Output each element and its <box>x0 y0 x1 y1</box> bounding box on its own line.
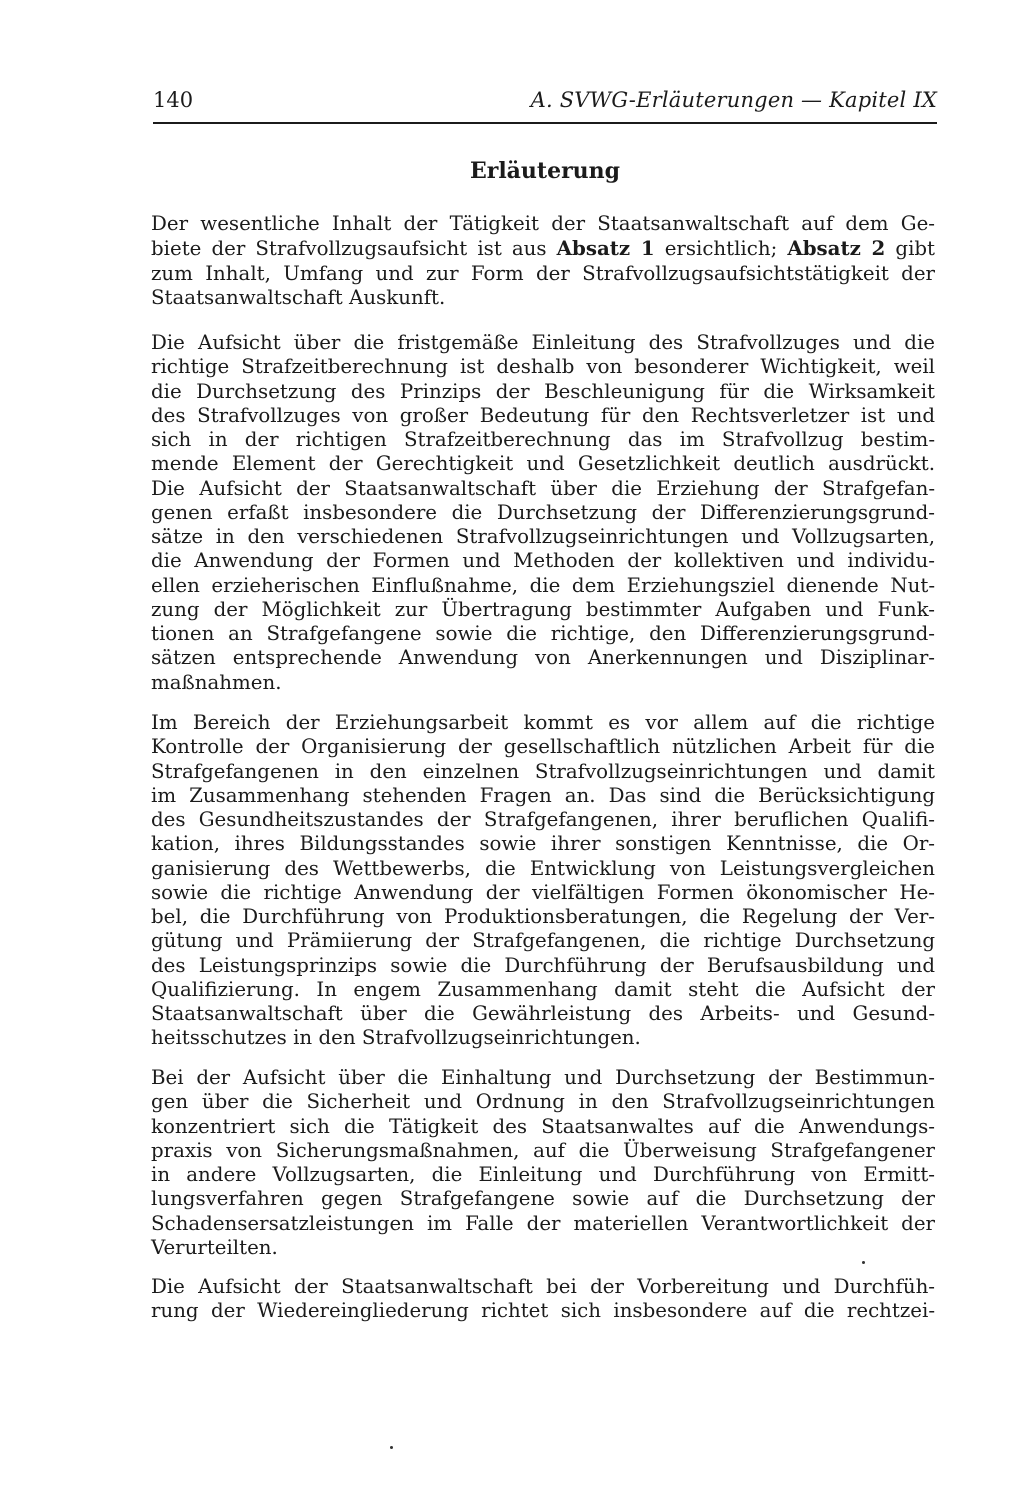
text-line: maßnahmen. <box>151 670 282 694</box>
bold-reference: Absatz 1 <box>556 236 655 261</box>
text-line: Kontrolle der Organisierung der gesellschaftlich nützlichen Arbeit für die <box>151 735 935 759</box>
text-line: Der wesentliche Inhalt der Tätigkeit der Staatsanwaltschaft auf dem Ge- <box>151 212 935 235</box>
section-heading: Erläuterung <box>469 158 621 184</box>
text-line: sowie die richtige Anwendung der vielfältigen Formen ökonomischer He- <box>151 880 935 904</box>
text-line: im Zusammenhang stehenden Fragen an. Das sind die Berücksichtigung <box>151 783 935 807</box>
paragraph <box>151 212 935 310</box>
text-line: praxis von Sicherungsmaßnahmen, auf die Überweisung Strafgefangener <box>151 1138 935 1162</box>
text-line: Im Bereich der Erziehungsarbeit kommt es vor allem auf die richtige <box>151 711 935 734</box>
print-speck <box>862 1261 865 1264</box>
text-line: ganisierung des Wettbewerbs, die Entwicklung von Leistungsvergleichen <box>151 856 935 880</box>
paragraph <box>151 1066 935 1260</box>
paragraph <box>151 331 935 695</box>
text-line: gütung und Prämiierung der Strafgefangenen, die richtige Durchsetzung <box>151 929 935 953</box>
text-line: rung der Wiedereingliederung richtet sich insbesondere auf die rechtzei- <box>151 1299 935 1323</box>
text-line: Staatsanwaltschaft über die Gewährleistung des Arbeits- und Gesund- <box>151 1002 935 1025</box>
text-line: heitsschutzes in den Strafvollzugseinrichtungen. <box>151 1026 641 1050</box>
text-line: die Durchsetzung des Prinzips der Beschleunigung für die Wirksamkeit <box>151 379 935 403</box>
text-line: Bei der Aufsicht über die Einhaltung und Durchsetzung der Bestimmun- <box>151 1066 935 1089</box>
text-line: genen erfaßt insbesondere die Durchsetzung der Differenzierungsgrund- <box>151 500 935 524</box>
text-line: des Gesundheitszustandes der Strafgefangenen, ihrer beruflichen Qualifi- <box>151 808 935 831</box>
text-line: richtige Strafzeitberechnung ist deshalb von besonderer Wichtigkeit, weil <box>151 355 935 379</box>
text-line: die Anwendung der Formen und Methoden der kollektiven und individu- <box>151 549 935 573</box>
text-line: Qualifizierung. In engem Zusammenhang damit steht die Aufsicht der <box>151 977 935 1001</box>
text-line: zum Inhalt, Umfang und zur Form der Strafvollzugsaufsichtstätigkeit der <box>151 261 935 285</box>
text-line: biete der Strafvollzugsaufsicht ist aus Absatz 1 ersichtlich; Absatz 2 gibt <box>151 236 936 261</box>
text-line: in andere Vollzugsarten, die Einleitung und Durchführung von Ermitt- <box>151 1163 935 1186</box>
text-line: lungsverfahren gegen Strafgefangene sowie auf die Durchsetzung der <box>151 1187 935 1211</box>
text-line: bel, die Durchführung von Produktionsberatungen, die Regelung der Ver- <box>151 905 935 928</box>
text-line: tionen an Strafgefangene sowie die richtige, den Differenzierungsgrund- <box>151 622 935 645</box>
text-line: ellen erzieherischen Einflußnahme, die dem Erziehungsziel dienende Nut- <box>151 573 935 597</box>
page-number: 140 <box>153 88 194 112</box>
chapter-title: A. SVWG-Erläuterungen — Kapitel IX <box>530 88 937 112</box>
text-line: Die Aufsicht der Staatsanwaltschaft über die Erziehung der Strafgefan- <box>151 476 935 500</box>
text-line: Strafgefangenen in den einzelnen Strafvollzugseinrichtungen und damit <box>151 759 935 783</box>
text-line: Die Aufsicht über die fristgemäße Einleitung des Strafvollzuges und die <box>151 331 935 354</box>
text-line: kation, ihres Bildungsstandes sowie ihrer sonstigen Kenntnisse, die Or- <box>151 832 935 856</box>
running-head <box>153 86 937 118</box>
text-line: sich in der richtigen Strafzeitberechnung das im Strafvollzug bestim- <box>151 428 935 451</box>
text-line: mende Element der Gerechtigkeit und Gesetzlichkeit deutlich ausdrückt. <box>151 452 935 476</box>
bold-reference: Absatz 2 <box>787 236 886 261</box>
header-rule <box>153 122 937 124</box>
text-line: sätze in den verschiedenen Strafvollzugseinrichtungen und Vollzugsarten, <box>151 525 935 548</box>
text-line: gen über die Sicherheit und Ordnung in den Strafvollzugseinrichtungen <box>151 1090 935 1114</box>
text-line: sätzen entsprechende Anwendung von Anerkennungen und Disziplinar- <box>151 646 935 670</box>
text-line: zung der Möglichkeit zur Übertragung bestimmter Aufgaben und Funk- <box>151 597 935 621</box>
paragraph <box>151 711 935 1051</box>
text-line: Staatsanwaltschaft Auskunft. <box>151 285 446 309</box>
text-line: Schadensersatzleistungen im Falle der materiellen Verantwortlichkeit der <box>151 1211 935 1235</box>
text-line: des Strafvollzuges von großer Bedeutung für den Rechtsverletzer ist und <box>151 403 935 427</box>
print-speck <box>390 1446 393 1449</box>
text-line: des Leistungsprinzips sowie die Durchführung der Berufsausbildung und <box>151 953 935 977</box>
text-line: konzentriert sich die Tätigkeit des Staatsanwaltes auf die Anwendungs- <box>151 1114 935 1138</box>
text-line: Verurteilten. <box>151 1235 278 1259</box>
text-line: Die Aufsicht der Staatsanwaltschaft bei der Vorbereitung und Durchfüh- <box>151 1275 935 1298</box>
paragraph <box>151 1275 935 1324</box>
